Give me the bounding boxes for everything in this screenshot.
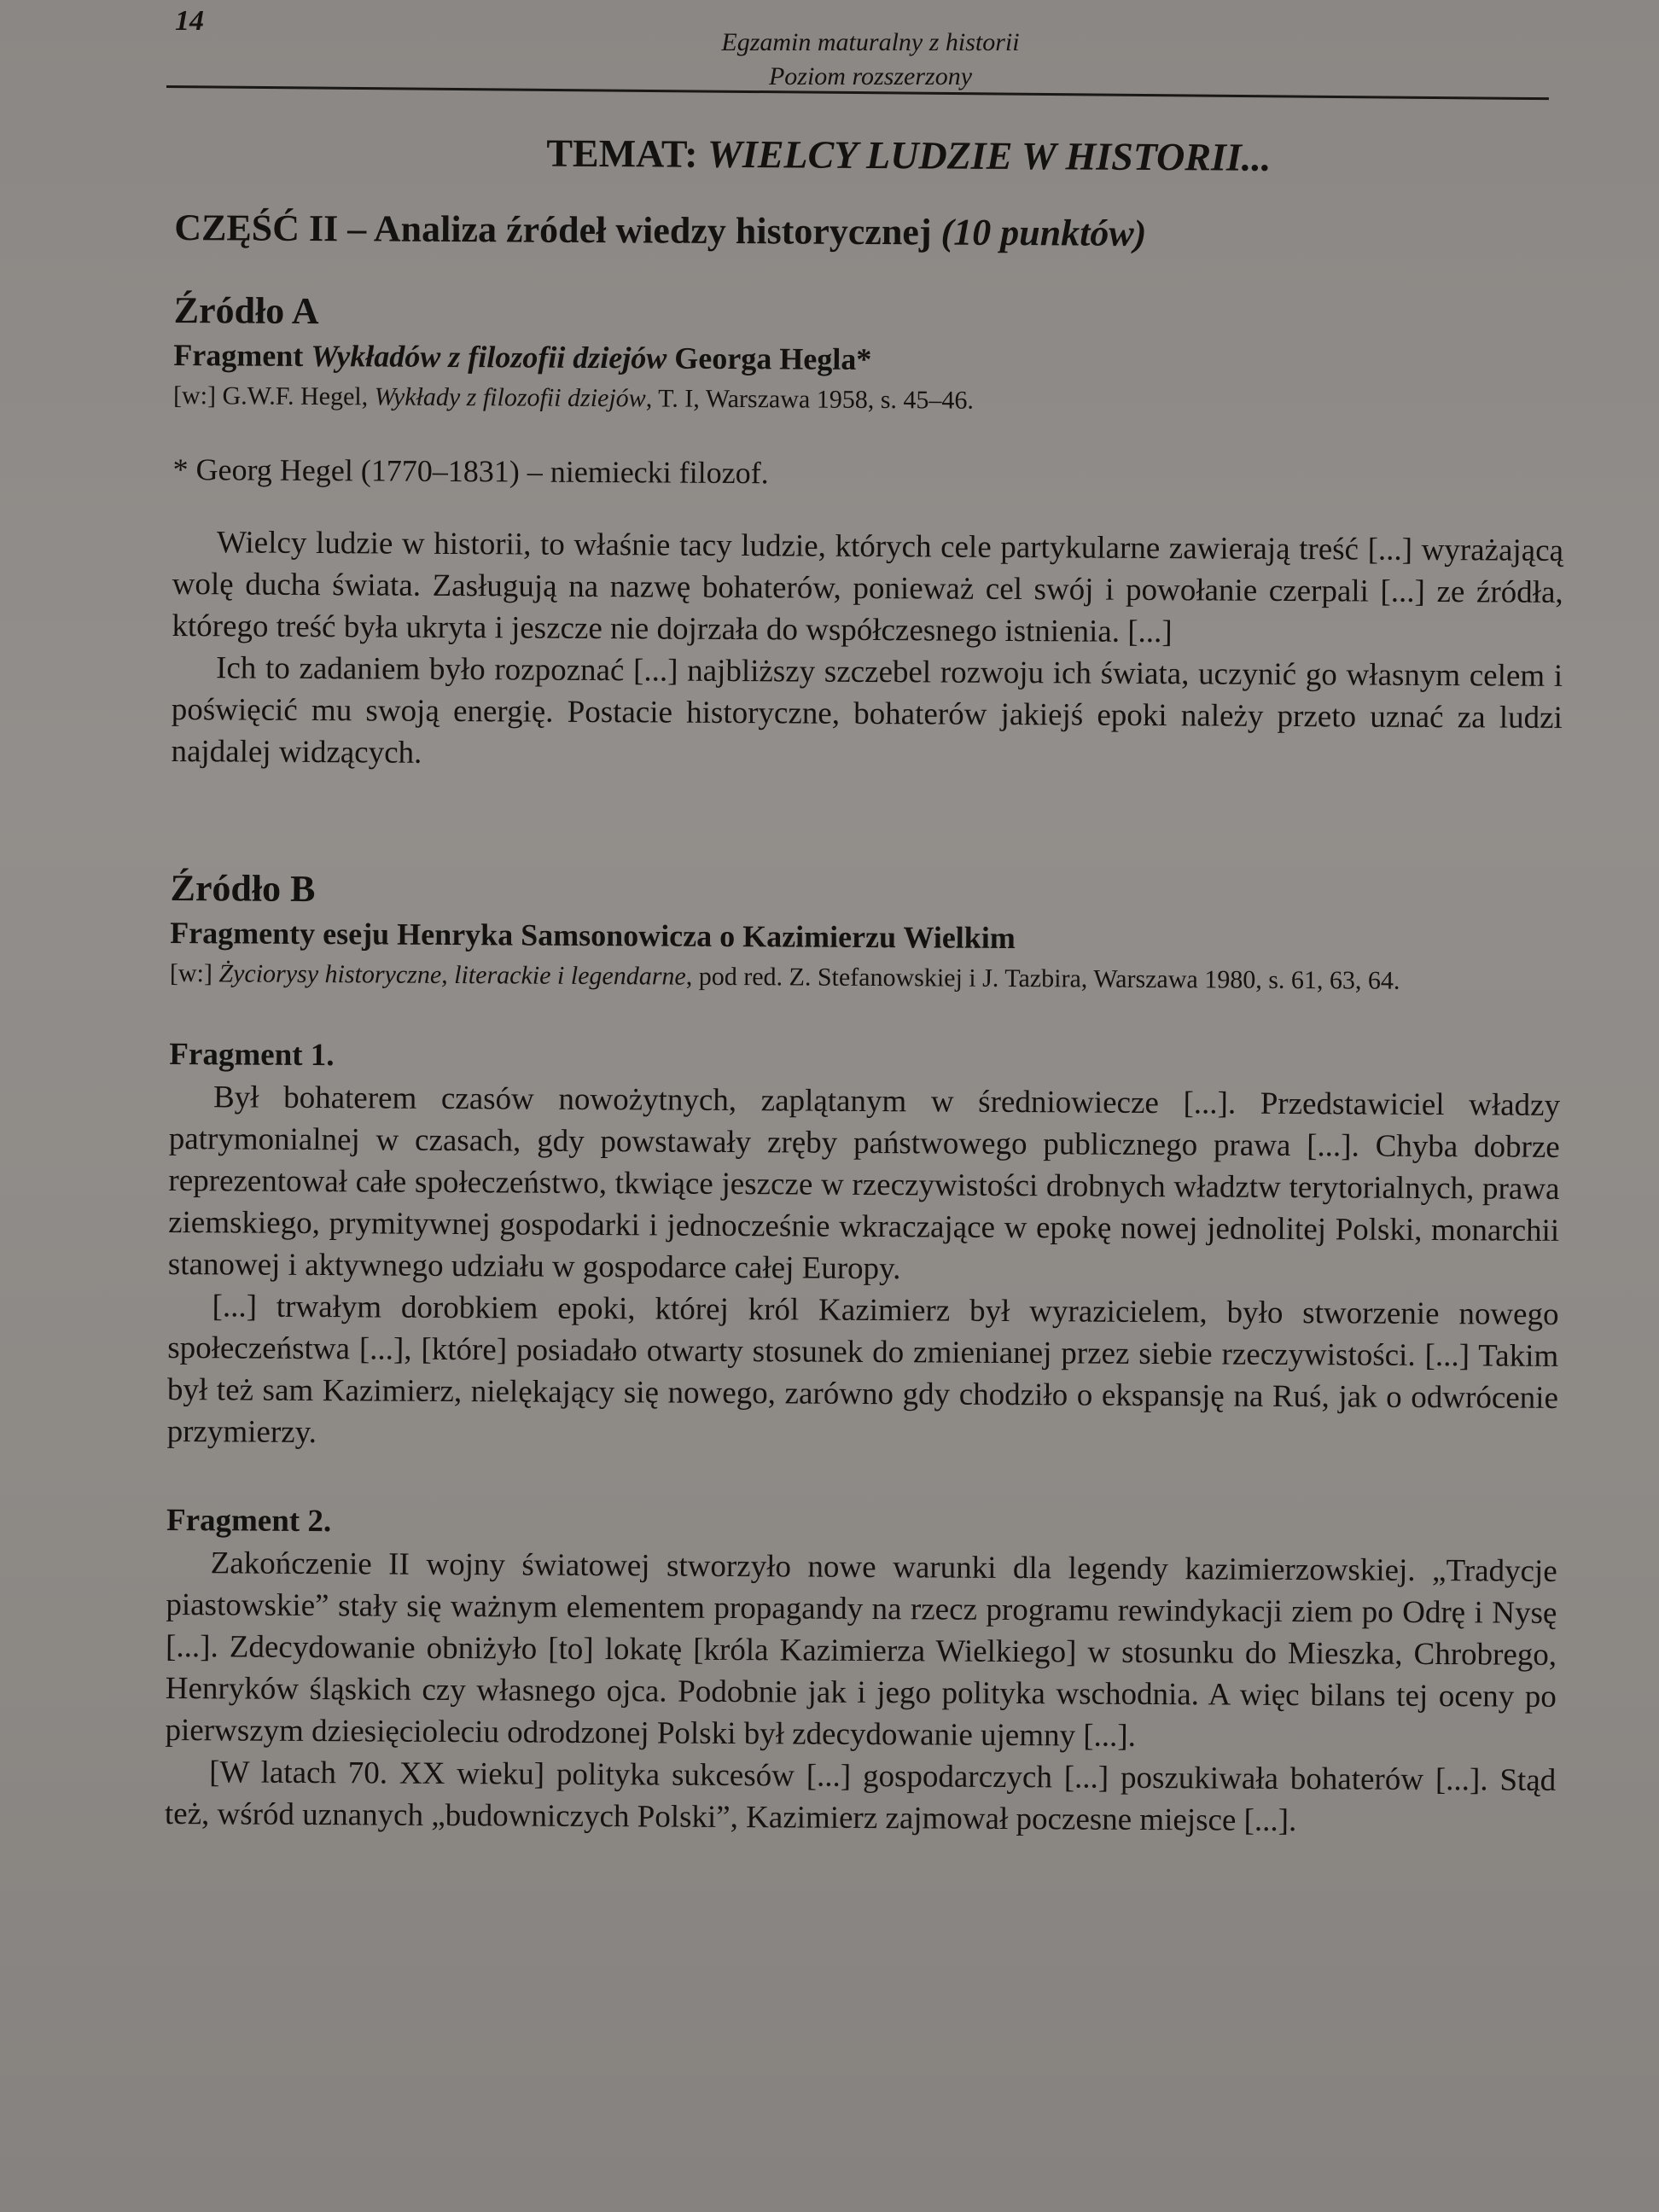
topic-heading [175,128,1566,182]
source-a-paragraph: Wielcy ludzie w historii, to właśnie tacy ludzie, których cele partykularne zawierają treść [...] wyrażającą wolę ducha świata. Zasługują na nazwę bohaterów, ponieważ cel swój i powołanie czerpali [...] ze źródła, którego treść była ukryta i jeszcze nie dojrzała do współczesnego istnienia. [...] [172,525,1564,650]
running-header [666,26,1075,94]
source-a-fragment-work: Wykładów z filozofii dziejów [311,338,667,375]
source-b-fragment-heading: Fragmenty eseju Henryka Samsonowicza o Kazimierzu Wielkim [170,915,1016,956]
source-a-cite-prefix: [w:] G.W.F. Hegel, [172,381,369,411]
topic-title: WIELCY LUDZIE W HISTORII... [707,131,1272,179]
fragment-1-paragraph: Był bohaterem czasów nowożytnych, zaplątanym w średniowiecze [...]. Przedstawiciel władzy patrymonialnej w czasach, gdy powstawały zręby państwowego publicznego prawa [...]. Chyba dobrze reprezentował całe społeczeństwo, tkwiące jeszcze w rzeczywistości drobnych władztw terytorialnych, prawa ziemskiego, prymitywnej gospodarki i jednocześnie wkraczające w epokę nowej jednolitej Polski, monarchii stanowej i aktywnego udziału w gospodarce całej Europy. [167,1080,1561,1287]
source-a-fragment-suffix: Georga Hegla* [674,341,872,376]
source-b-heading: Źródło B [170,866,316,911]
fragment-2-paragraph: Zakończenie II wojny światowej stworzyło nowe warunki dla legendy kazimierzowskiej. „Tradycje piastowskie” stały się ważnym elementem propagandy na rzecz programu rewindykacji ziem po Odrę i Nysę [...]. Zdecydowanie obniżyło [to] lokatę [króla Kazimierza Wielkiego] w stosunku do Mieszka, Chrobrego, Henryków śląskich czy własnego ojca. Podobnie jak i jego polityka wschodnia. A więc bilans tej oceny po pierwszym dziesięcioleciu odrodzonej Polski był zdecydowanie ujemny [...]. [165,1545,1557,1754]
source-a-fragment-heading [173,337,1564,381]
source-b-cite-work: Życiorysy historyczne, literackie i legendarne [218,959,686,991]
exam-title: Egzamin maturalny z historii [721,28,1020,56]
part-title: CZĘŚĆ II – Analiza źródeł wiedzy historycznej [174,206,932,253]
source-a-paragraph: Ich to zadaniem było rozpoznać [...] najbliższy szczebel rozwoju ich świata, uczynić go własnym celem i poświęcić mu swoją energię. Postacie historyczne, bohaterów jakiejś epoki należy przeto uznać za ludzi najdalej widzących. [171,650,1563,771]
source-b-cite-suffix: , pod red. Z. Stefanowskiej i J. Tazbira, Warszawa 1980, s. 61, 63, 64. [685,962,1400,995]
fragment-2-label: Fragment 2. [166,1502,332,1540]
page-content [165,128,1566,1843]
fragment-1-paragraph: [...] trwałym dorobkiem epoki, której król Kazimierz był wyrazicielem, było stworzenie nowego społeczeństwa [...], [które] posiadało otwarty stosunek do zmienianej przez siebie rzeczywistości. [...] Takim był też sam Kazimierz, nielękający się nowego, zarówno gdy chodziło o ekspansję na Ruś, jak o odwrócenie przymierzy. [166,1289,1559,1451]
fragment-2-paragraph: [W latach 70. XX wieku] polityka sukcesów [...] gospodarczych [...] poszukiwała bohaterów [...]. Stąd też, wśród uznanych „budowniczych Polski”, Kazimierz zajmował poczesne miejsce [...]. [164,1755,1557,1839]
exam-level: Poziom rozszerzony [768,62,973,90]
source-a [171,288,1564,781]
topic-prefix: TEMAT: [546,131,698,176]
page-number: 14 [175,5,204,37]
source-b-citation [170,956,1561,1000]
source-a-cite-suffix: , T. I, Warszawa 1958, s. 45–46. [645,384,975,415]
part-heading [174,206,1565,258]
source-b [165,866,1562,1843]
source-a-heading: Źródło A [173,288,319,333]
source-a-citation [173,378,1564,422]
source-a-cite-work: Wykłady z filozofii dziejów [374,382,646,413]
fragment-1-label: Fragment 1. [169,1036,335,1074]
part-points: (10 punktów) [940,211,1147,254]
source-a-footnote: * Georg Hegel (1770–1831) – niemiecki filozof. [172,451,769,491]
source-b-cite-prefix: [w:] [169,958,213,988]
source-a-fragment-prefix: Fragment [173,337,304,373]
